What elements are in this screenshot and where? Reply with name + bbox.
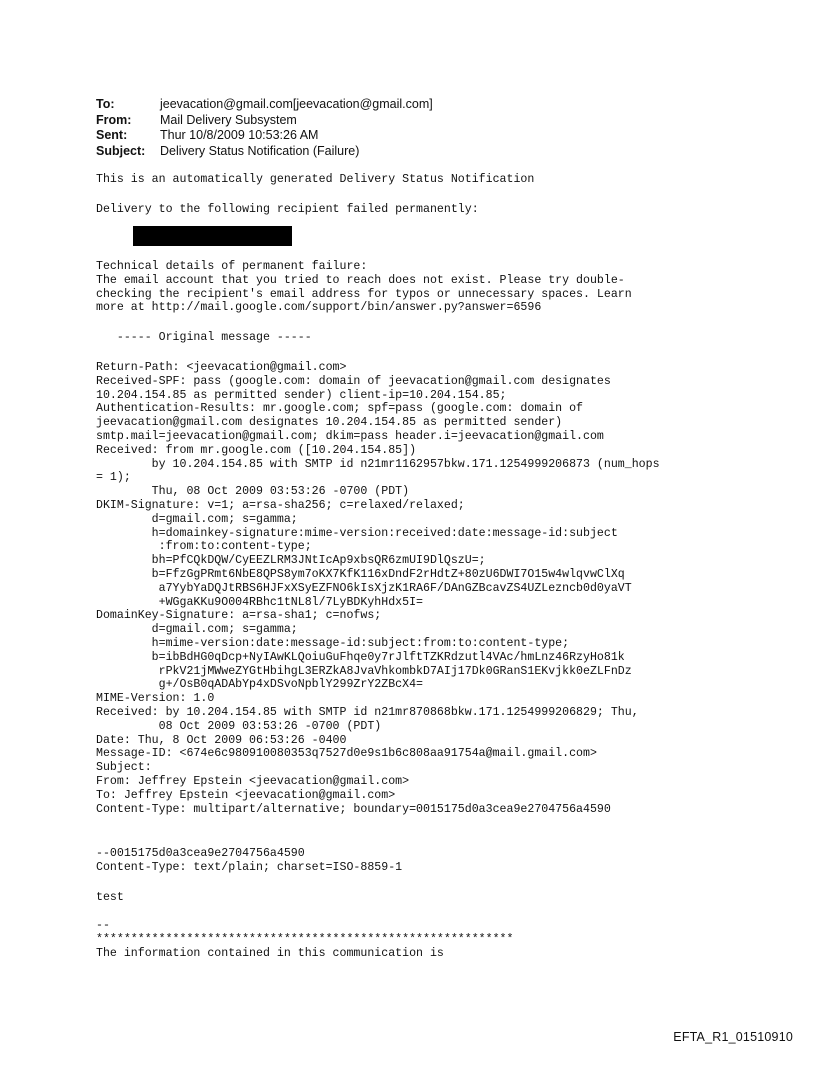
sent-label: Sent: <box>96 128 128 143</box>
mime-part-header: --0015175d0a3cea9e2704756a4590 Content-Type: text/plain; charset=ISO-8859-1 <box>96 847 403 874</box>
technical-details: Technical details of permanent failure: The email account that you tried to reach does not exist. Please try double- checking the recipient's email address for typos or unnecessary spaces. Learn more at http://mail.google.com/support/bin/answer.py?answer=6596 <box>96 260 632 315</box>
from-value: Mail Delivery Subsystem <box>160 112 297 127</box>
subject-row <box>96 144 433 160</box>
email-header <box>96 97 433 159</box>
signature-block: -- ************************************************************ The information contained in this communication is <box>96 919 514 960</box>
original-headers: Return-Path: <jeevacation@gmail.com> Received-SPF: pass (google.com: domain of jeevacation@gmail.com designates 10.204.154.85 as permitted sender) client-ip=10.204.154.85; Authentication-Results: mr.google.com; spf=pass (google.com: domain of jeevacation@gmail.com designates 10.204.154.85 as permitted sender) smtp.mail=jeevacation@gmail.com; dkim=pass header.i=jeevacation@gmail.com Received: from mr.google.com ([10.204.154.85]) by 10.204.154.85 with SMTP id n21mr1162957bkw.171.1254999206873 (num_hops = 1); Thu, 08 Oct 2009 03:53:26 -0700 (PDT) DKIM-Signature: v=1; a=rsa-sha256; c=relaxed/relaxed; d=gmail.com; s=gamma; h=domainkey-signature:mime-version:received:date:message-id:subject :from:to:content-type; bh=PfCQkDQW/CyEEZLRM3JNtIcAp9xbsQR6zmUI9DlQszU=; b=FfzGgPRmt6NbE8QPS8ym7oKX7KfK116xDndF2rHdtZ+80zU6DWI7O15w4wlqvwClXq a7YybYaDQJtRBS6HJFxXSyEZFNO6kIsXjzK1RA6F/DAnGZBcavZS4UZLezncb0d0yaVT +WGgaKKu9O004RBhc1tNL8l/7LyBDKyhHdx5I= DomainKey-Signature: a=rsa-sha1; c=nofws; d=gmail.com; s=gamma; h=mime-version:date:message-id:subject:from:to:content-type; b=ibBdHG0qDcp+NyIAwKLQoiuGuFhqe0y7rJlftTZKRdzutl4VAc/hmLnz46RzyHo81k rPkV21jMWweZYGtHbihgL3ERZkA8JvaVhkombkD7AIj17Dk0GRanS1EKvjkk0eZLFnDz g+/OsB0qADAbYp4xDSvoNpblY299ZrY2ZBcX4= MIME-Version: 1.0 Received: by 10.204.154.85 with SMTP id n21mr870868bkw.171.1254999206829; Thu, 08 Oct 2009 03:53:26 -0700 (PDT) Date: Thu, 8 Oct 2009 06:53:26 -0400 Message-ID: <674e6c980910080353q7527d0e9s1b6c808aa91754a@mail.gmail.com> Subject: From: Jeffrey Epstein <jeevacation@gmail.com> To: Jeffrey Epstein <jeevacation@gmail.com> Content-Type: multipart/alternative; boundary=0015175d0a3cea9e2704756a4590 <box>96 361 660 816</box>
sent-value: Thur 10/8/2009 10:53:26 AM <box>160 128 319 143</box>
message-body: test <box>96 891 124 904</box>
subject-label: Subject: <box>96 143 146 158</box>
notice-failed: Delivery to the following recipient failed permanently: <box>96 203 479 216</box>
to-row <box>96 97 433 113</box>
to-label: To: <box>96 97 115 111</box>
document-id: EFTA_R1_01510910 <box>673 1030 793 1044</box>
from-label: From: <box>96 112 132 127</box>
notice-intro: This is an automatically generated Delivery Status Notification <box>96 173 535 186</box>
sent-row <box>96 128 433 144</box>
original-message-marker: ----- Original message ----- <box>96 331 312 344</box>
redacted-recipient <box>133 226 292 246</box>
to-value: jeevacation@gmail.com[jeevacation@gmail.com] <box>160 97 433 111</box>
subject-value: Delivery Status Notification (Failure) <box>160 143 360 158</box>
from-row <box>96 113 433 129</box>
